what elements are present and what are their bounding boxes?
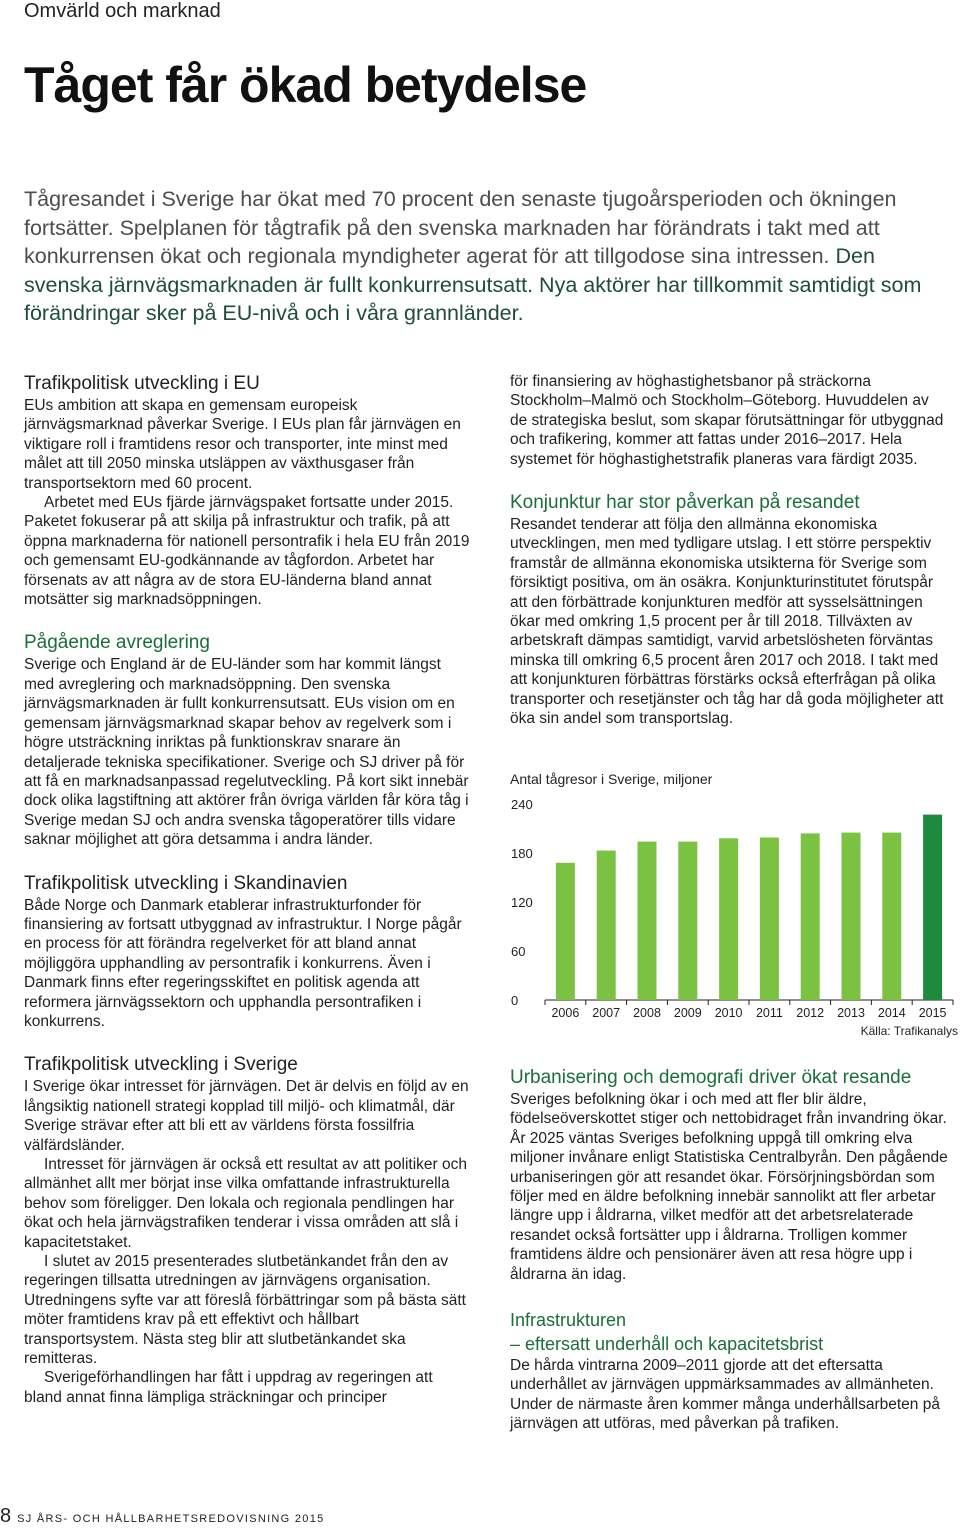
- bar-chart: [505, 768, 960, 1048]
- page-number: 8: [0, 1505, 12, 1527]
- intro-dark: Den svenska järnvägsmarknaden är fullt konkurrensutsatt. Nya aktörer har tillkommit samtidigt som förändringar sker på EU-nivå och i våra grannländer.: [24, 244, 922, 325]
- bar: [882, 833, 901, 1000]
- x-tick-label: 2014: [877, 1006, 906, 1020]
- urban-paragraph: Sveriges befolkning ökar i och med att fler blir äldre, födelseöverskottet stiger och nettobidraget från invandring ökar. År 2025 väntas Sveriges befolkning uppgå till omkring elva miljoner invånare enligt Statistiska Centralbyrån. Den pågående urbaniseringen gör att resandet ökar. Försörjningsbördan som följer med en äldre befolkning innebär sannolikt att fler arbetar längre upp i åldrarna, vilket medför att det arbetsrelaterade resandet också fortsätter upp i åldrarna. Trolligen kommer framtidens äldre och pensionärer även att resa högre upp i åldrarna än idag.: [510, 1091, 948, 1283]
- left-column: [24, 372, 474, 1407]
- x-tick-label: 2010: [714, 1006, 743, 1020]
- bar: [842, 833, 861, 1000]
- right-column-top: [510, 372, 950, 729]
- heading-conj: Konjunktur har stor påverkan på resandet: [510, 492, 860, 514]
- heading-scand: Trafikpolitisk utveckling i Skandinavien: [24, 872, 348, 894]
- heading-infra-1: Infrastrukturen: [510, 1310, 627, 1331]
- chart-svg: [505, 768, 960, 1048]
- right-column-bottom: [510, 1066, 950, 1434]
- bar: [760, 837, 779, 1000]
- sweden-paragraph-3: I slutet av 2015 presenterades slutbetänkandet från den av regeringen tillsatta utredningen av järnvägens organisation. Utredningens syfte var att föreslå förbättringar som på bästa sätt möter framtidens krav på ett effektivt och hållbart transportsystem. Nästa steg blir att slutbetänkandet ska remitteras.: [24, 1253, 466, 1368]
- x-tick-label: 2009: [673, 1006, 702, 1020]
- bar: [638, 842, 657, 1000]
- bar: [597, 851, 616, 1000]
- conj-paragraph: Resandet tenderar att följa den allmänna ekonomiska utvecklingen, men med tydligare utslag. I ett större perspektiv framstår de allmänna ekonomiska utsikterna för Sverige som försiktigt positiva, om än osäkra. Konjunkturinstitutet förutspår att den förbättrade konjunkturen medför att sysselsättningen ökar med omkring 1,5 procent per år till 2018. Tillväxten av arbetskraft dämpas samtidigt, varvid arbetslösheten förväntas minska till omkring 6,5 procent åren 2017 och 2018. I takt med att konjunkturen förbättras förstärks också efterfrågan på olika transporter och resetjänster och tåg har då goda möjligheter att öka sin andel som transportslag.: [510, 516, 944, 728]
- y-tick-label: 120: [511, 895, 533, 910]
- sweden-paragraph-1: I Sverige ökar intresset för järnvägen. Det är delvis en följd av en långsiktig nationell strategi kopplad till miljö- och klimatmål, där Sverige strävar efter att bli ett av världens första fossilfria välfärdsländer.: [24, 1078, 469, 1154]
- bar: [678, 842, 697, 1000]
- heading-eu: Trafikpolitisk utveckling i EU: [24, 373, 260, 394]
- y-tick-label: 0: [511, 993, 519, 1008]
- section-label: Omvärld och marknad: [24, 0, 221, 22]
- bar: [801, 833, 820, 1000]
- heading-urban: Urbanisering och demografi driver ökat resande: [510, 1067, 912, 1088]
- heading-infra-2: – eftersatt underhåll och kapacitetsbrist: [510, 1334, 824, 1355]
- dereg-paragraph: Sverige och England är de EU-länder som har kommit längst med avreglering och marknadsöppning. Den svenska järnvägsmarknaden är fullt konkurrensutsatt. EUs vision om en gemensam järnvägsmarknad skapar behov av regelverk som i högre utsträckning inriktas på funktionskrav snarare än detaljerade tekniska specifikationer. Sverige och SJ driver på för att få en marknadsanpassad regelutveckling. På kort sikt innebär dock olika lagstiftning att aktörer från övriga världen får köra tåg i Sverige medan SJ och andra svenska tågoperatörer tills vidare saknar möjlighet att göra detsamma i andra länder.: [24, 656, 469, 849]
- footer: [0, 1505, 325, 1528]
- heading-sweden: Trafikpolitisk utveckling i Sverige: [24, 1054, 298, 1076]
- x-tick-label: 2008: [633, 1006, 661, 1020]
- y-tick-label: 180: [511, 846, 533, 861]
- page-title: Tåget får ökad betydelse: [24, 57, 587, 113]
- bar: [923, 815, 942, 1000]
- y-tick-label: 60: [511, 944, 526, 959]
- chart-title: Antal tågresor i Sverige, miljoner: [510, 771, 713, 787]
- x-tick-label: 2006: [551, 1006, 580, 1020]
- sweden-paragraph-4: Sverigeförhandlingen har fått i uppdrag av regeringen att bland annat finna lämpliga sträckningar och principer: [24, 1369, 433, 1406]
- footer-text: SJ ÅRS- OCH HÅLLBARHETSREDOVISNING 2015: [17, 1513, 325, 1525]
- chart-source: Källa: Trafikanalys: [860, 1024, 958, 1038]
- x-tick-label: 2007: [592, 1006, 621, 1020]
- heading-dereg: Pågående avreglering: [24, 632, 210, 654]
- eu-paragraph-2: Arbetet med EUs fjärde järnvägspaket fortsatte under 2015. Paketet fokuserar på att skilja på infrastruktur och trafik, på att öppna marknaderna för nationell persontrafik i hela EU från 2019 och gemensamt EU-godkännande av tågfordon. Arbetet har försenats av att några av de stora EU-länderna bland annat motsätter sig marknadsöppningen.: [24, 494, 470, 609]
- x-tick-label: 2013: [837, 1006, 865, 1020]
- continued-paragraph: för finansiering av höghastighetsbanor på sträckorna Stockholm–Malmö och Stockholm–Göteborg. Huvuddelen av de strategiska beslut, som skapar förutsättningar för utbyggnad och trafikering, kommer att fattas under 2016–2017. Hela systemet för höghastighetstrafik planeras vara färdigt 2035.: [510, 373, 944, 468]
- x-tick-label: 2011: [755, 1006, 783, 1020]
- x-tick-label: 2012: [796, 1006, 825, 1020]
- infra-paragraph: De hårda vintrarna 2009–2011 gjorde att det eftersatta underhållet av järnvägen uppmärksammades av allmänheten. Under de närmaste åren kommer många underhållsarbeten på järnvägen att utföras, med påverkan på trafiken.: [510, 1357, 940, 1433]
- bar: [719, 838, 738, 1000]
- x-tick-label: 2015: [918, 1006, 947, 1020]
- bar: [556, 863, 575, 1000]
- y-tick-label: 240: [511, 797, 533, 812]
- eu-paragraph-1: EUs ambition att skapa en gemensam europeisk järnvägsmarknad påverkar Sverige. I EUs plan får järnvägen en viktigare roll i framtidens resor och transporter, inte minst med målet att till 2050 minska utsläppen av växthusgaser från transportsektorn med 60 procent.: [24, 397, 461, 492]
- intro-paragraph: [24, 185, 949, 328]
- sweden-paragraph-2: Intresset för järnvägen är också ett resultat av att politiker och allmänhet allt mer börjat inse vilka omfattande infrastrukturella behov som föreligger. Den lokala och regionala pendlingen har ökat och hela järnvägstrafiken tenderar i vissa områden att slå i kapacitetstaket.: [24, 1156, 468, 1251]
- scand-paragraph: Både Norge och Danmark etablerar infrastrukturfonder för finansiering av fortsatt utbyggnad av infrastruktur. I Norge pågår en process för att förändra regelverket för att bland annat möjliggöra upphandling av persontrafik i konkurrens. Även i Danmark finns efter regeringsskiftet en politisk agenda att reformera järnvägssektorn och upphandla persontrafiken i konkurrens.: [24, 896, 462, 1030]
- intro-light: Tågresandet i Sverige har ökat med 70 procent den senaste tjugoårsperioden och ökningen fortsätter. Spelplanen för tågtrafik på den svenska marknaden har förändrats i takt med att konkurrensen ökat och regionala myndigheter agerat för att tillgodose sina intressen.: [24, 187, 897, 268]
